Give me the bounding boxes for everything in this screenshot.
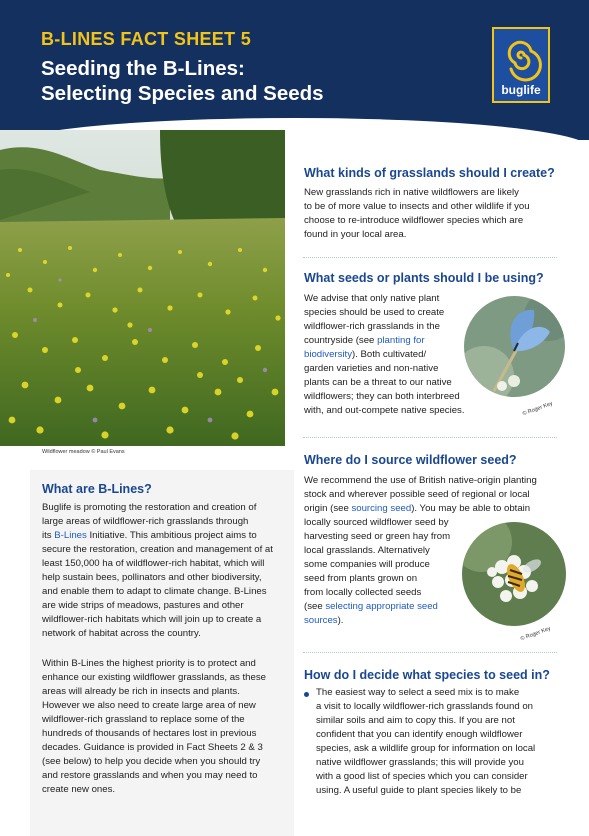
text-line: to be of more value to insects and other wildlife if you [304, 201, 530, 212]
planting-for-biodiversity-link[interactable]: planting for [377, 335, 425, 346]
text-line: stock and wherever possible seed of regional or local [304, 489, 530, 500]
hoverfly-photo [462, 522, 566, 626]
section-divider [303, 437, 557, 438]
text-fragment: ). [337, 615, 344, 626]
b-lines-paragraph-1 [42, 501, 273, 641]
text-fragment: its [42, 530, 55, 541]
text-line: help sustain bees, pollinators and other biodiversity, [42, 572, 262, 583]
text-line: network of habitat across the country. [42, 628, 201, 639]
heading-seeds-or-plants: What seeds or plants should I be using? [304, 271, 544, 285]
text-line: wildflower-rich grassland to replace some of the [42, 714, 245, 725]
photo-credit: © Roger Key [521, 400, 554, 418]
text-line: harvesting seed or green hay from [304, 531, 451, 542]
b-lines-paragraph-2 [42, 657, 266, 797]
text-fragment: origin (see [304, 503, 352, 514]
text-line [304, 348, 465, 362]
page-title [41, 56, 441, 106]
text-fragment: (see [304, 601, 326, 612]
text-line: wildflower-rich habitats which will join up to create a [42, 614, 262, 625]
text-line: Within B-Lines the highest priority is to protect and [42, 658, 256, 669]
text-line: from locally collected seeds [304, 587, 422, 598]
text-line: choose to re-introduce wildflower species which are [304, 215, 524, 226]
text-line: native wildflower grasslands; this will provide you [316, 757, 524, 768]
text-line: found in your local area. [304, 229, 407, 240]
text-line: New grasslands rich in native wildflowers are likely [304, 187, 519, 198]
text-line: We advise that only native plant [304, 293, 440, 304]
text-line: and enable them to adapt to climate change. B-Lines [42, 586, 267, 597]
text-line: We recommend the use of British native-origin planting [304, 475, 537, 486]
heading-what-are-b-lines: What are B-Lines? [42, 482, 152, 496]
decide-species-text [316, 686, 535, 798]
text-line: seed from plants grown on [304, 573, 418, 584]
text-line: with, and out-compete native species. [304, 405, 465, 416]
text-line: wildflowers; they can both interbreed [304, 391, 460, 402]
heading-grassland-types: What kinds of grasslands should I create? [304, 166, 555, 180]
heading-source-seed: Where do I source wildflower seed? [304, 453, 517, 467]
text-fragment: Initiative. This ambitious project aims to [86, 530, 257, 541]
text-line: species should be used to create [304, 307, 445, 318]
text-fragment: ). You may be able to obtain [411, 503, 531, 514]
text-line: locally sourced wildflower seed by [304, 517, 449, 528]
text-line: using. A useful guide to plant species likely to be [316, 785, 522, 796]
b-lines-link[interactable]: B-Lines [54, 530, 87, 541]
text-line: enhance our existing wildflower grasslands, as these [42, 672, 266, 683]
selecting-seed-sources-link[interactable]: selecting appropriate seed [325, 601, 438, 612]
section-divider [303, 257, 557, 258]
text-line: The easiest way to select a seed mix is to make [316, 687, 520, 698]
buglife-logo [492, 27, 550, 103]
text-fragment: ). Both cultivated/ [352, 349, 427, 360]
text-line: create new ones. [42, 784, 116, 795]
text-line [304, 502, 537, 516]
text-line: species, ask a wildlife group for information on local [316, 743, 536, 754]
photo-credit: © Roger Key [519, 625, 552, 643]
text-line: hundreds of thousands of hectares lost in previous [42, 728, 257, 739]
text-line: some companies will produce [304, 559, 430, 570]
text-line: However we also need to create large area of new [42, 700, 256, 711]
seeds-or-plants-text [304, 292, 465, 418]
text-line: a visit to locally wildflower-rich grasslands found on [316, 701, 534, 712]
text-line: with a good list of species which you can consider [316, 771, 528, 782]
sourcing-seed-link[interactable]: sourcing seed [351, 503, 412, 514]
text-line: areas will already be rich in insects and plants. [42, 686, 240, 697]
text-line: large areas of wildflower-rich grasslands through [42, 516, 249, 527]
text-fragment: countryside (see [304, 335, 378, 346]
planting-for-biodiversity-link[interactable]: biodiversity [304, 349, 352, 360]
text-line [304, 334, 465, 348]
text-line: (see below) to help you decide when you should try [42, 756, 261, 767]
photo-caption: Wildflower meadow © Paul Evans [42, 449, 125, 455]
text-line: similar soils and aim to copy this. If you are not [316, 715, 515, 726]
title-line-2: Selecting Species and Seeds [41, 82, 324, 105]
text-line: plants can be a threat to our native [304, 377, 452, 388]
text-line: garden varieties and non-native [304, 363, 439, 374]
title-line-1: Seeding the B-Lines: [41, 57, 245, 80]
fact-sheet-label: B-LINES FACT SHEET 5 [41, 29, 252, 49]
wildflower-meadow-photo [0, 130, 285, 446]
spiral-icon [494, 33, 548, 83]
text-line: confident that you can identify enough wildflower [316, 729, 523, 740]
text-line: Buglife is promoting the restoration and creation of [42, 502, 257, 513]
text-line: wildflower-rich grasslands in the [304, 321, 440, 332]
grassland-types-text [304, 186, 530, 242]
text-line: secure the restoration, creation and management of at [42, 544, 273, 555]
text-line: decades. Guidance is provided in Fact Sheets 2 & 3 [42, 742, 263, 753]
text-line [42, 529, 273, 543]
butterfly-photo [464, 296, 565, 397]
text-line: and restore grasslands and when you may need to [42, 770, 258, 781]
bullet-icon [304, 692, 309, 697]
logo-text: buglife [501, 83, 541, 97]
heading-decide-species: How do I decide what species to seed in? [304, 668, 550, 682]
text-line: are wide strips of meadows, pastures and other [42, 600, 244, 611]
selecting-seed-sources-link[interactable]: sources [304, 615, 338, 626]
text-line: least 150,000 ha of wildflower-rich habitat, which will [42, 558, 265, 569]
text-line: local grasslands. Alternatively [304, 545, 430, 556]
section-divider [303, 652, 557, 653]
